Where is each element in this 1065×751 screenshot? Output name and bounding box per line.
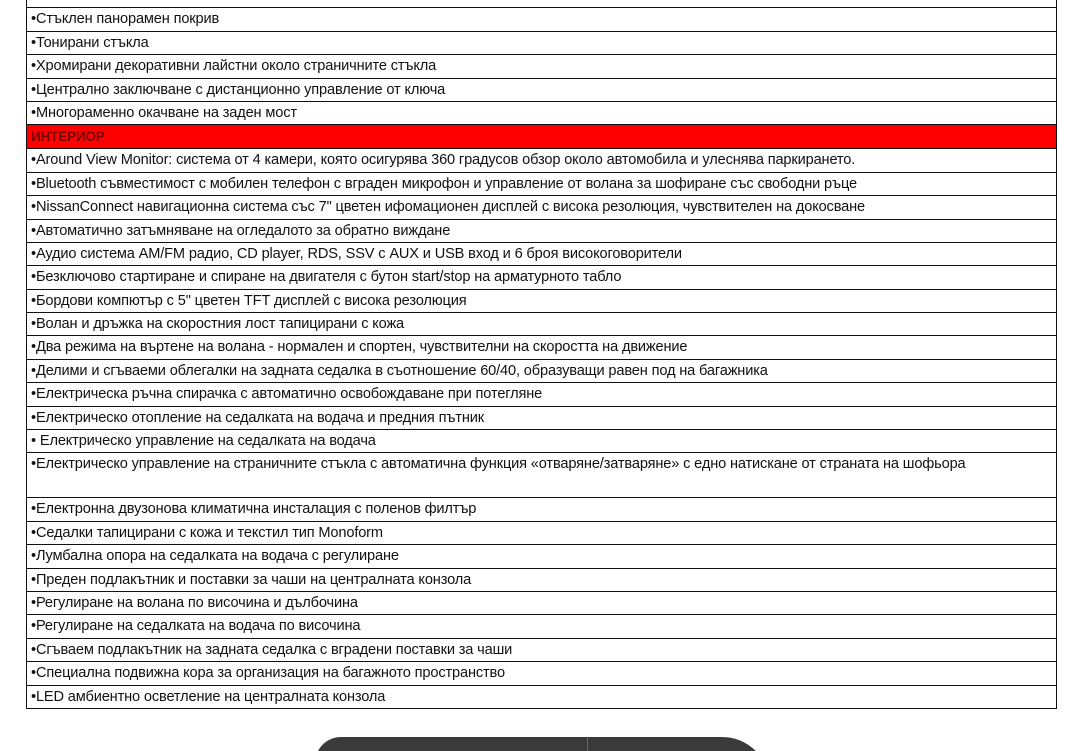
section-header-label: ИНТЕРИОР (27, 125, 1057, 149)
table-row (27, 101, 1057, 124)
table-cell: •Регулиране на седалката на водача по височина (27, 615, 1057, 638)
table-cell: •LED амбиентно осветление на централната конзола (27, 685, 1057, 708)
table-cell: •Преден подлакътник и поставки за чаши на централната конзола (27, 568, 1057, 591)
table-row (27, 568, 1057, 591)
overlay-divider (587, 737, 588, 751)
table-cell: •NissanConnect навигационна система със 7" цветен ифомационен дисплей с висока резолюция, чувствителен на докосване (27, 196, 1057, 219)
table-cell: •Многораменно окачване на заден мост (27, 101, 1057, 124)
table-cell: •Сгъваем подлакътник на задната седалка с вградени поставки за чаши (27, 638, 1057, 661)
table-cell: •Around View Monitor: система от 4 камери, която осигурява 360 градусов обзор около автомобила и улеснява паркирането. (27, 149, 1057, 172)
table-cell (27, 0, 1057, 8)
table-row (27, 55, 1057, 78)
table-row (27, 242, 1057, 265)
table-row (27, 430, 1057, 453)
table-cell: •Безключово стартиране и спиране на двигателя с бутон start/stop на арматурното табло (27, 266, 1057, 289)
table-row (27, 266, 1057, 289)
table-row (27, 685, 1057, 708)
table-cell: •Делими и сгъваеми облегалки на задната седалка в съотношение 60/40, образуващи равен под на багажника (27, 359, 1057, 382)
table-row (27, 196, 1057, 219)
table-cell: •Стъклен панорамен покрив (27, 8, 1057, 31)
table-row (27, 406, 1057, 429)
table-cell: •Специална подвижна кора за организация на багажното пространство (27, 662, 1057, 685)
table-row (27, 31, 1057, 54)
table-row (27, 78, 1057, 101)
table-row (27, 313, 1057, 336)
table-cell: •Електрическо отопление на седалката на водача и предния пътник (27, 406, 1057, 429)
table-cell: •Електрическо управление на страничните стъкла с автоматична функция «отваряне/затваряне» с едно натискане от страната на шофьора (27, 453, 1057, 498)
table-row (27, 219, 1057, 242)
table-cell: •Волан и дръжка на скоростния лост тапицирани с кожа (27, 313, 1057, 336)
table-row (27, 453, 1057, 498)
table-cell: •Централно заключване с дистанционно управление от ключа (27, 78, 1057, 101)
table-cell: •Два режима на въртене на волана - нормален и спортен, чувствителни на скоростта на движение (27, 336, 1057, 359)
table-cell: •Bluetooth съвместимост с мобилен телефон с вграден микрофон и управление от волана за шофиране със свободни ръце (27, 172, 1057, 195)
table-cell: •Електронна двузонова климатична инсталация с поленов филтър (27, 498, 1057, 521)
table-cell: •Аудио система AM/FM радио, CD player, RDS, SSV с AUX и USB вход и 6 броя високоговорители (27, 242, 1057, 265)
table-cell: •Бордови компютър с 5" цветен TFT дисплей с висока резолюция (27, 289, 1057, 312)
table-cell: •Лумбална опора на седалката на водача с регулиране (27, 545, 1057, 568)
equipment-spec-table (26, 0, 1057, 709)
table-row (27, 359, 1057, 382)
table-cell: •Седалки тапицирани с кожа и текстил тип Monoform (27, 521, 1057, 544)
table-row (27, 638, 1057, 661)
table-cell: •Автоматично затъмняване на огледалото за обратно виждане (27, 219, 1057, 242)
table-row (27, 172, 1057, 195)
table-cell: •Хромирани декоративни лайстни около страничните стъкла (27, 55, 1057, 78)
table-row (27, 336, 1057, 359)
table-row (27, 521, 1057, 544)
table-cell: •Тонирани стъкла (27, 31, 1057, 54)
table-row (27, 8, 1057, 31)
table-row (27, 383, 1057, 406)
table-cell: •Електрическа ръчна спирачка с автоматично освобождаване при потегляне (27, 383, 1057, 406)
table-cell: •Регулиране на волана по височина и дълбочина (27, 591, 1057, 614)
table-row (27, 662, 1057, 685)
table-row (27, 591, 1057, 614)
table-row (27, 615, 1057, 638)
table-row (27, 498, 1057, 521)
table-row (27, 545, 1057, 568)
table-cell: • Електрическо управление на седалката на водача (27, 430, 1057, 453)
table-row (27, 289, 1057, 312)
table-row (27, 149, 1057, 172)
table-row (27, 0, 1057, 8)
section-header-interior (27, 125, 1057, 149)
dark-overlay-panel (315, 737, 770, 751)
